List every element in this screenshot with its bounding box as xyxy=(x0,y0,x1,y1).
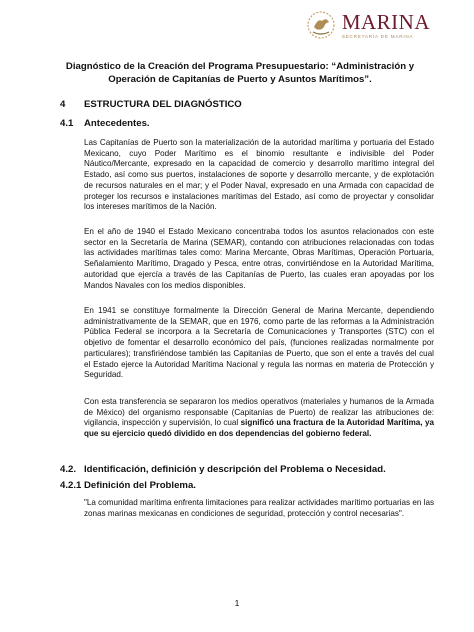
page-number: 1 xyxy=(234,598,240,608)
section-4-2-1-number: 4.2.1 xyxy=(60,480,82,491)
section-4-2-number: 4.2. xyxy=(60,464,77,475)
section-4-1-number: 4.1 xyxy=(60,118,74,129)
paragraph-antecedentes-3: En 1941 se constituye formalmente la Dirección General de Marina Mercante, dependiendo administrativamente de la SEMAR, que en 1976, como parte de las reformas a la Administración Pública Federal se incorpora a la Secretaría de Comunicaciones y Transportes (STC) con el objetivo de fomentar el desarrollo económico del país, (funciones realizadas normalmente por particulares); transfiriéndose también las Capitanías de Puerto, que son el ente a través del cual el Estado ejerce la Autoridad Marítima Nacional y regula las normas en materia de Protección y Seguridad. xyxy=(84,306,434,380)
paragraph-4-text: Con esta transferencia se separaron los medios operativos (materiales y humanos de la Armada de México) del organismo responsable (Capitanías de Puerto) de realizar las atribuciones de: vigilancia, inspección y supervisión, lo cual xyxy=(84,397,434,428)
section-4-2-heading: Identificación, definición y descripción del Problema o Necesidad. xyxy=(84,464,386,475)
paragraph-4-bold-text: significó una fractura de la Autoridad Marítima, ya que su ejercicio quedó dividido en dos dependencias del gobierno federal. xyxy=(84,418,434,439)
section-4-number: 4 xyxy=(60,99,66,110)
header-logo xyxy=(304,10,430,40)
paragraph-antecedentes-2: En el año de 1940 el Estado Mexicano concentraba todos los asuntos relacionados con este sector en la Secretaría de Marina (SEMAR), contando con atribuciones relacionadas con todas las actividades marítimas tales como: Marina Mercante, Obras Marítimas, Operación Portuaria, Señalamiento Marítimo, Dragado y Pesca, entre otras, convirtiéndose en la Autoridad Marítima, autoridad que ejercía a través de las Capitanías de Puerto, las cuales eran apoyadas por los Mandos Navales con los medios disponibles. xyxy=(84,227,434,290)
paragraph-antecedentes-1: Las Capitanías de Puerto son la materialización de la autoridad marítima y portuaria del Estado Mexicano, cuyo Poder Marítimo es el binomio resultante e indivisible del Poder Náutico/Mercante, expresado en la capacidad de comercio y desarrollo marítimo integral del Estado, así como sus puertos, instalaciones de soporte y desarrollo mercante, y de explotación de recursos naturales en el mar; y el Poder Naval, expresado en una Armada con capacidad de proteger los recursos e instalaciones marítimas del Estado, así como de proyectar y consolidar los intereses marítimos de la Nación. xyxy=(84,138,434,212)
mexican-eagle-seal-icon xyxy=(304,10,338,40)
document-title: Diagnóstico de la Creación del Programa Presupuestario: “Administración y Operación de Capitanías de Puerto y Asuntos Marítimos”. xyxy=(65,61,415,85)
problem-definition-quote: "La comunidad marítima enfrenta limitaciones para realizar actividades marítimo portuarias en las zonas marinas mexicanas en condiciones de seguridad, protección y control necesarias". xyxy=(84,498,434,518)
section-4-2-1-heading: Definición del Problema. xyxy=(84,480,196,491)
brand-name: MARINA xyxy=(341,9,430,34)
paragraph-antecedentes-4 xyxy=(84,397,434,440)
section-4-1-heading: Antecedentes. xyxy=(84,118,150,129)
brand-block xyxy=(341,9,430,39)
section-4-heading: ESTRUCTURA DEL DIAGNÓSTICO xyxy=(84,99,242,110)
brand-subtitle: SECRETARÍA DE MARINA xyxy=(341,33,414,39)
